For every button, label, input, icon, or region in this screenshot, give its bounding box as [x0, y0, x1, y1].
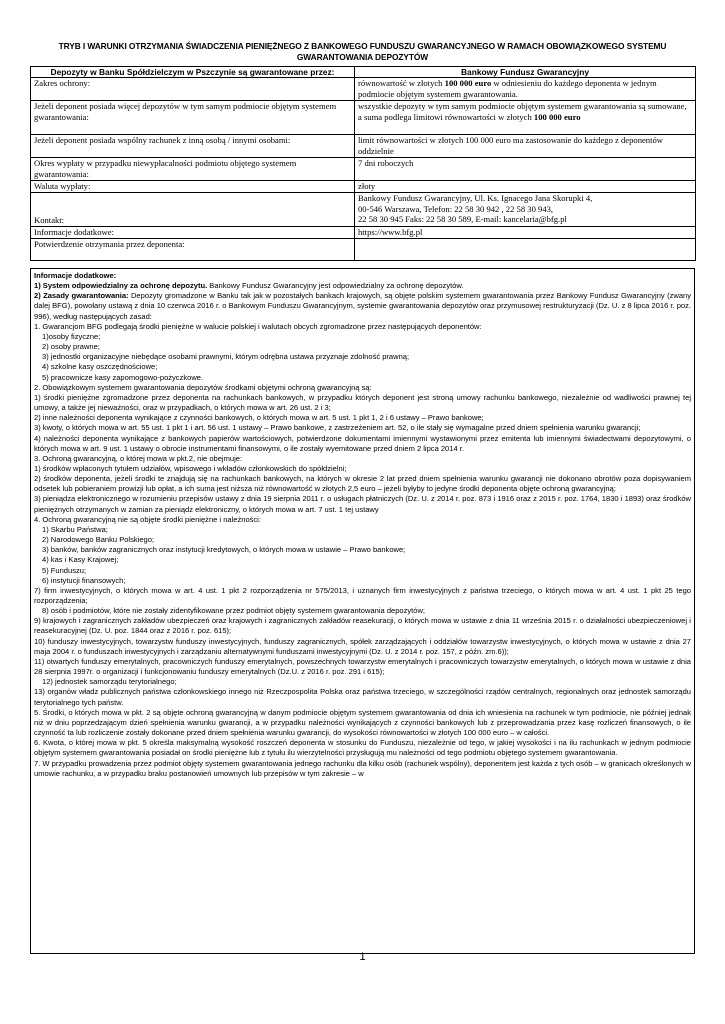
info-paragraph: 1) środki pieniężne zgromadzone przez deponenta na rachunkach bankowych, w przypadku których deponent jest stroną umowy rachunku bankowego, niezależnie od wadliwości prawnej tej umowy, a także jej nieważności, oraz w przypadkach, o których mowa w art. 26 ust. 2 i 3;: [34, 392, 691, 413]
bfg-website-link[interactable]: https://www.bfg.pl: [355, 227, 696, 239]
info-paragraph: 4) szkolne kasy oszczędnościowe;: [42, 362, 158, 372]
info-paragraph: 2) Zasady gwarantowania: Depozyty gromadzone w Banku tak jak w pozostałych bankach krajowych, są objęte polskim systemem gwarantowania przez Bankowy Fundusz Gwarancyjny (zwany dalej BFG), powołany ustawą z dnia 10 czerwca 2016 r. o Bankowym Funduszu Gwarancyjnym, systemie gwarantowania depozytów oraz przymusowej restrukturyzacji (Dz. U. z 8 lipca 2016 r. poz. 996), według następujących zasad:: [34, 291, 691, 321]
row-label: Jeżeli deponent posiada wspólny rachunek z inną osobą / innymi osobami:: [31, 135, 355, 158]
table-row: [31, 135, 696, 158]
row-label: Potwierdzenie otrzymania przez deponenta:: [31, 238, 355, 260]
info-paragraph: 10) funduszy inwestycyjnych, towarzystw funduszy inwestycyjnych, funduszy zagranicznych, spółek zarządzających i oddziałów towarzystw inwestycyjnych, o których mowa w ustawie z dnia 27 maja 2004 r. o funduszach inwestycyjnych i zarządzaniu alternatywnymi funduszami inwestycyjnymi (Dz. U. z 2014 r. poz. 157, z późn. zm.6));: [34, 636, 691, 656]
confirmation-field[interactable]: [355, 238, 696, 260]
info-paragraph: 3) banków, banków zagranicznych oraz instytucji kredytowych, o których mowa w ustawie – Prawo bankowe;: [42, 545, 406, 555]
info-paragraph: 1. Gwarancjom BFG podlegają środki pieniężne w walucie polskiej i walutach obcych zgromadzone przez następujących deponentów:: [34, 321, 482, 331]
row-label: Jeżeli deponent posiada więcej depozytów w tym samym podmiocie objętym systemem gwarantowania:: [31, 101, 355, 135]
info-paragraph: 7. W przypadku prowadzenia przez podmiot objęty systemem gwarantowania jednego rachunku dla kilku osób (rachunek wspólny), deponentem jest każda z tych osób – w granicach określonych w umowie rachunku, a w przypadku braku postanowień umownych lub przepisów w tym zakresie – w: [34, 758, 691, 778]
contact-line: 22 58 30 945 Faks: 22 58 30 589, E-mail: kancelaria@bfg.pl: [358, 214, 567, 225]
info-paragraph: 1) System odpowiedzialny za ochronę depozytu. Bankowy Fundusz Gwarancyjny jest odpowiedzialny za ochronę depozytów.: [34, 281, 464, 291]
info-paragraph: 3) jednostki organizacyjne niebędące osobami prawnymi, którym odrębna ustawa przyznaje zdolność prawną;: [42, 352, 410, 362]
info-paragraph: 2) Narodowego Banku Polskiego;: [42, 535, 155, 545]
info-paragraph: 5) Funduszu;: [42, 565, 87, 575]
table-row: [31, 227, 696, 239]
info-paragraph: 3. Ochroną gwarancyjną, o której mowa w pkt.2, nie obejmuje:: [34, 453, 243, 463]
page-number: 1: [359, 951, 366, 963]
contact-value: [355, 193, 696, 227]
info-paragraph: 4. Ochroną gwarancyjną nie są objęte środki pieniężne i należności:: [34, 514, 261, 524]
info-paragraph: 8) osób i podmiotów, które nie zostały zidentyfikowane przez podmiot objęty systemem gwarantowania depozytów;: [42, 606, 425, 616]
document-title: TRYB I WARUNKI OTRZYMANIA ŚWIADCZENIA PIENIĘŻNEGO Z BANKOWEGO FUNDUSZU GWARANCYJNEGO W RAMACH OBOWIĄZKOWEGO SYSTEMU GWARANTOWANIA DEPOZYTÓW: [58, 41, 667, 62]
info-paragraph: 1) Skarbu Państwa;: [42, 524, 108, 534]
info-paragraph: 2) inne należności deponenta wynikające z czynności bankowych, o których mowa w art. 5 ust. 1 pkt 1, 2 i 6 ustawy – Prawo bankowe;: [34, 413, 484, 423]
table-header-left: Depozyty w Banku Spółdzielczym w Pszczynie są gwarantowane przez:: [31, 67, 355, 78]
row-value: złoty: [355, 181, 696, 193]
info-paragraph-list: [34, 322, 691, 779]
info-heading: Informacje dodatkowe:: [34, 271, 117, 280]
info-paragraph: 7) firm inwestycyjnych, o których mowa w art. 4 ust. 1 pkt 2 rozporządzenia nr 575/2013, i uznanych firm inwestycyjnych z państwa trzeciego, o których mowa w art. 4 ust. 1 pkt 25 tego rozporządzenia;: [34, 585, 691, 605]
contact-line: Bankowy Fundusz Gwarancyjny, Ul. Ks. Ignacego Jana Skorupki 4,: [358, 193, 593, 203]
info-paragraph: 12) jednostek samorządu terytorialnego;: [42, 677, 177, 687]
table-row: [31, 101, 696, 135]
info-paragraph: 6) instytucji finansowych;: [42, 575, 126, 585]
table-row: [31, 238, 696, 260]
info-paragraph: 2. Obowiązkowym systemem gwarantowania depozytów środkami objętymi ochroną gwarancyjną są:: [34, 382, 372, 392]
row-value: 7 dni roboczych: [355, 158, 696, 181]
table-row: [31, 181, 696, 193]
info-paragraph: 13) organów władz publicznych państwa członkowskiego innego niż Rzeczpospolita Polska oraz państwa trzeciego, w szczególności rządów centralnych, regionalnych oraz jednostek samorządu terytorialnego tych państw.: [34, 687, 691, 707]
table-header-right: Bankowy Fundusz Gwarancyjny: [355, 67, 696, 78]
info-paragraph: 1)osoby fizyczne;: [42, 331, 101, 341]
row-label: Informacje dodatkowe:: [31, 227, 355, 239]
info-paragraph: 3) pieniądza elektronicznego w rozumieniu przepisów ustawy z dnia 19 sierpnia 2011 r. o usługach płatniczych (Dz. U. z 2014 r. poz. 873 i 1916 oraz z 2015 r. poz. 1764, 1830 i 1893) oraz środków pieniężnych otrzymanych w zamian za pieniądz elektroniczny, o których mowa w art. 7 ust. 1 tej ustawy: [34, 494, 691, 514]
row-value: równowartość w złotych 100 000 euro w odniesieniu do każdego deponenta w jednym podmiocie objętym systemem gwarantowania.: [355, 78, 696, 101]
contact-line: 00-546 Warszawa, Telefon: 22 58 30 942 , 22 58 30 943,: [358, 203, 554, 214]
info-paragraph: 3) kwoty, o których mowa w art. 55 ust. 1 pkt 1 i art. 56 ust. 1 ustawy – Prawo bankowe, z zastrzeżeniem art. 52, o ile stały się wymagalne przed dniem spełnienia warunku gwarancji;: [34, 423, 641, 433]
table-row: [31, 78, 696, 101]
info-paragraph: 2) środków deponenta, jeżeli środki te znajdują się na rachunkach bankowych, na których w okresie 2 lat przed dniem spełnienia warunku gwarancji nie dokonano obrotów poza dopisywaniem odsetek lub pobieraniem prowizji lub opłat, a ich suma jest niższa niż równowartość w złotych 2,5 euro – jeżeli byłyby to jedyne środki deponenta objęte ochroną gwarancyjną;: [34, 474, 691, 494]
info-paragraph: 5. Środki, o których mowa w pkt. 2 są objęte ochroną gwarancyjną w danym podmiocie objętym systemem gwarantowania od dnia ich wniesienia na rachunek w tym podmiocie, nie później jednak niż w dniu poprzedzającym dzień spełnienia warunku gwarancji, a w przypadku należności wynikających z czynności bankowych lub z przeprowadzania przez kasę rozliczeń finansowych, o ile czynność ta lub rozliczenie zostały dokonane przed dniem spełnienia warunku gwarancji, do wysokości równowartości w złotych 100 000 euro – w całości.: [34, 707, 691, 738]
row-value: limit równowartości w złotych 100 000 euro ma zastosowanie do każdego z deponentów oddzielnie: [355, 135, 696, 158]
info-paragraph: 4) należności deponenta wynikające z bankowych papierów wartościowych, potwierdzone dokumentami imiennymi wystawionymi przez emitenta lub imiennymi świadectwami depozytowymi, o których mowa w art. 9 ust. 1 ustawy o obrocie instrumentami finansowymi, o ile zostały wyemitowane przed dniem 2 lipca 2014 r.: [34, 433, 691, 453]
row-label: Waluta wypłaty:: [31, 181, 355, 193]
row-label: Zakres ochrony:: [31, 78, 355, 101]
info-paragraph: 5) pracownicze kasy zapomogowo-pożyczkowe.: [42, 372, 204, 382]
contact-label: Kontakt:: [31, 193, 355, 227]
additional-info-box: [30, 268, 695, 954]
row-label: Okres wypłaty w przypadku niewypłacalności podmiotu objętego systemem gwarantowania:: [31, 158, 355, 181]
info-paragraph: 11) otwartych funduszy emerytalnych, pracowniczych funduszy emerytalnych, powszechnych towarzystw emerytalnych i pracowniczych towarzystw emerytalnych, o których mowa w ustawie z dnia 28 sierpnia 1997r. o organizacji i funkcjonowaniu funduszy emerytalnych (Dz.U. z 2016 r. poz. 291 i 615);: [34, 656, 691, 677]
deposit-guarantee-table: [30, 66, 696, 261]
info-paragraph: 9) krajowych i zagranicznych zakładów ubezpieczeń oraz krajowych i zagranicznych zakładów reasekuracji, o których mowa w ustawie z dnia 11 września 2015 r. o działalności ubezpieczeniowej i reasekuracyjnej (Dz. U. poz. 1844 oraz z 2016 r. poz. 615);: [34, 616, 691, 636]
info-paragraph: 2) osoby prawne;: [42, 342, 100, 352]
table-row: [31, 158, 696, 181]
info-paragraph: 4) kas i Kasy Krajowej;: [42, 555, 119, 565]
info-paragraph: 1) środków wpłaconych tytułem udziałów, wpisowego i wkładów członkowskich do spółdzielni;: [34, 463, 347, 473]
info-paragraph: 6. Kwota, o której mowa w pkt. 5 określa maksymalną wysokość roszczeń deponenta w stosunku do Funduszu, niezależnie od tego, w jakiej wysokości i na ilu rachunkach w jednym podmiocie objętym systemem gwarantowania posiadał on środki pieniężne lub z tytułu ilu wierzytelności przysługują mu należności od tego podmiotu objętego systemem gwarantowania.: [34, 738, 691, 758]
row-value: wszystkie depozyty w tym samym podmiocie objętym systemem gwarantowania są sumowane, a suma podlega limitowi równowartości w złotych 100 000 euro: [355, 101, 696, 135]
table-row-contact: [31, 193, 696, 227]
